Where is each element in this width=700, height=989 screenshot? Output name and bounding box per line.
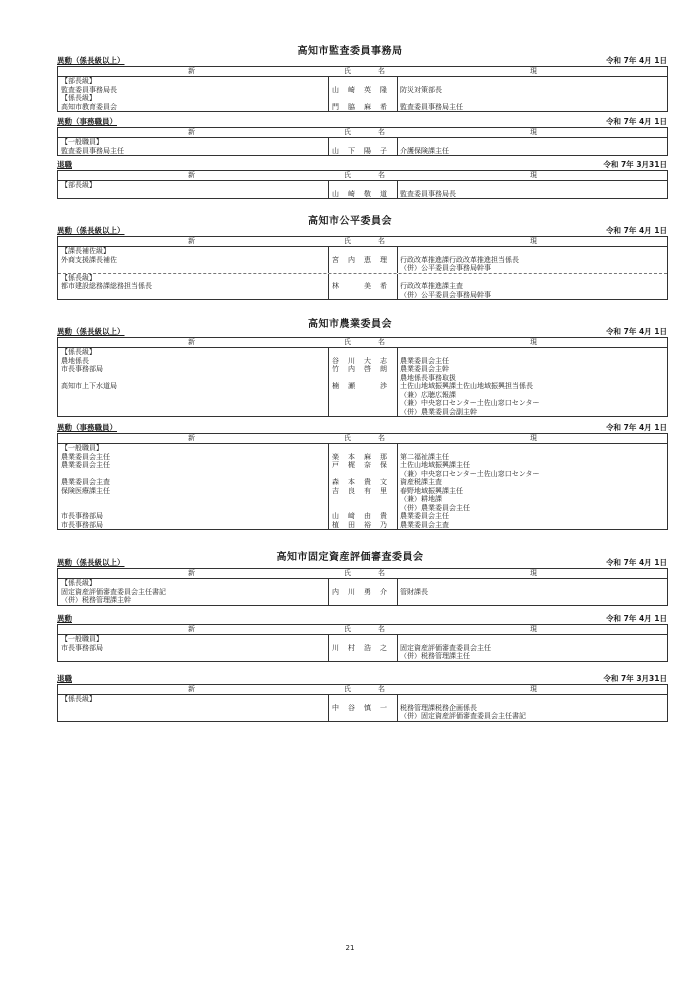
table-row xyxy=(58,635,667,661)
person-name: 山 崎 敬 道 xyxy=(328,181,398,198)
current-position: 管財課長 xyxy=(400,587,428,596)
table-row xyxy=(58,444,667,529)
table-asset-promotion xyxy=(57,558,668,606)
new-position: 【係長級】 固定資産評価審査委員会主任書記 （併）税務管理課主幹 xyxy=(61,579,166,604)
table-date: 令和 7年 4月 1日 xyxy=(606,423,667,432)
person-name: 中 谷 慎 一 xyxy=(328,695,398,721)
table-row xyxy=(58,579,667,605)
new-position: 【係長級】 xyxy=(61,695,96,703)
new-position: 【一般職員】 監査委員事務局主任 xyxy=(61,138,124,155)
table-label: 異動（係長級以上） xyxy=(57,56,125,65)
new-position: 【部長級】 監査委員事務局長 【係長級】 高知市教育委員会 xyxy=(61,77,117,111)
person-name: 内 川 勇 介 xyxy=(328,579,398,605)
table-date: 令和 7年 4月 1日 xyxy=(606,614,667,623)
table-row xyxy=(58,273,667,300)
header-new: 新 xyxy=(188,67,195,75)
new-position: 【一般職員】 農業委員会主任 農業委員会主任 農業委員会主査 保険医療課主任 市長事務部局 市長事務部局 xyxy=(61,444,110,529)
header-new: 新 xyxy=(188,625,195,633)
header-new: 新 xyxy=(188,434,195,442)
table-asset-retirement xyxy=(57,674,668,722)
section-title: 高知市固定資産評価審査委員会 xyxy=(276,552,424,563)
current-position: 第二福祉課主任 土佐山地域振興課主任 （兼）中央窓口センター土佐山窓口センター 資産税課主査 春野地域振興課主任 （兼）耕地課 （併）農業委員会主任 農業委員会主任 農業委員会主査 xyxy=(400,452,540,529)
table-audit-staff xyxy=(57,117,668,156)
person-name: 山 崎 英 隆 門 脇 麻 希 xyxy=(328,77,398,111)
header-current: 現 xyxy=(530,237,537,245)
table-label: 退職 xyxy=(57,160,72,169)
current-position: 税務管理課税務企画係長 （併）固定資産評価審査委員会主任書記 xyxy=(400,703,526,720)
header-name: 氏 名 xyxy=(344,338,395,346)
person-name: 楽 本 麻 那 戸 梶 奈 保 森 本 貴 文 吉 良 有 里 山 﨑 由 貴 植 田 裕 乃 xyxy=(328,444,398,529)
table-asset-staff xyxy=(57,614,668,662)
header-current: 現 xyxy=(530,434,537,442)
header-current: 現 xyxy=(530,685,537,693)
table-agri-promotion xyxy=(57,327,668,417)
person-name: 林 美 希 xyxy=(328,274,398,300)
table-label: 異動（係長級以上） xyxy=(57,226,125,235)
current-position: 農業委員会主任 農業委員会主幹 農地係長事務取扱 土佐山地域振興課土佐山地域振興担当係長 （兼）広聴広報課 （兼）中央窓口センター土佐山窓口センター （併）農業委員会副主幹 xyxy=(400,356,540,416)
table-label: 異動（事務職員） xyxy=(57,117,117,126)
header-new: 新 xyxy=(188,569,195,577)
section-title: 高知市監査委員事務局 xyxy=(297,46,403,57)
header-current: 現 xyxy=(530,338,537,346)
table-date: 令和 7年 4月 1日 xyxy=(606,56,667,65)
new-position: 【係長級】 都市建設総務課総務担当係長 xyxy=(61,273,152,290)
table-row xyxy=(58,348,667,416)
header-name: 氏 名 xyxy=(344,625,395,633)
table-row xyxy=(58,138,667,155)
header-current: 現 xyxy=(530,569,537,577)
table-agri-staff xyxy=(57,423,668,530)
table-row xyxy=(58,695,667,721)
table-label: 異動（係長級以上） xyxy=(57,327,125,336)
header-name: 氏 名 xyxy=(344,128,395,136)
table-row xyxy=(58,247,667,273)
current-position: 監査委員事務局長 xyxy=(400,189,456,198)
table-date: 令和 7年 3月31日 xyxy=(603,674,667,683)
header-new: 新 xyxy=(188,171,195,179)
table-row xyxy=(58,77,667,111)
table-audit-promotion xyxy=(57,56,668,112)
table-date: 令和 7年 4月 1日 xyxy=(606,226,667,235)
header-current: 現 xyxy=(530,625,537,633)
table-label: 異動（係長級以上） xyxy=(57,558,125,567)
current-position: 固定資産評価審査委員会主任 （併）税務管理課主任 xyxy=(400,643,491,660)
header-name: 氏 名 xyxy=(344,67,395,75)
header-new: 新 xyxy=(188,685,195,693)
new-position: 【一般職員】 市長事務部局 xyxy=(61,635,103,652)
header-current: 現 xyxy=(530,67,537,75)
header-new: 新 xyxy=(188,237,195,245)
table-date: 令和 7年 4月 1日 xyxy=(606,327,667,336)
section-title: 高知市公平委員会 xyxy=(308,216,392,227)
header-current: 現 xyxy=(530,171,537,179)
person-name: 山 下 陽 子 xyxy=(328,138,398,155)
current-position: 防災対策部長 監査委員事務局主任 xyxy=(400,85,463,111)
current-position: 行政改革推進課行政改革推進担当係長 （併）公平委員会事務局幹事 xyxy=(400,255,519,272)
table-date: 令和 7年 4月 1日 xyxy=(606,558,667,567)
table-label: 退職 xyxy=(57,674,72,683)
header-name: 氏 名 xyxy=(344,434,395,442)
section-title: 高知市農業委員会 xyxy=(308,319,392,330)
new-position: 【係長級】 農地係長 市長事務部局 高知市上下水道局 xyxy=(61,348,117,390)
header-new: 新 xyxy=(188,338,195,346)
table-label: 異動（事務職員） xyxy=(57,423,117,432)
current-position: 行政改革推進課主査 （併）公平委員会事務局幹事 xyxy=(400,282,491,299)
header-name: 氏 名 xyxy=(344,685,395,693)
person-name: 宮 内 恵 理 xyxy=(328,247,398,273)
new-position: 【課長補佐級】 外商支援課長補佐 xyxy=(61,247,117,264)
header-name: 氏 名 xyxy=(344,237,395,245)
header-current: 現 xyxy=(530,128,537,136)
table-audit-retirement xyxy=(57,160,668,199)
page-number: 21 xyxy=(345,944,355,952)
person-name: 川 村 浩 之 xyxy=(328,635,398,661)
header-name: 氏 名 xyxy=(344,569,395,577)
table-date: 令和 7年 3月31日 xyxy=(603,160,667,169)
person-name: 谷 川 大 志 竹 内 啓 朗 楠 瀬 渉 xyxy=(328,348,398,416)
header-new: 新 xyxy=(188,128,195,136)
table-date: 令和 7年 4月 1日 xyxy=(606,117,667,126)
header-name: 氏 名 xyxy=(344,171,395,179)
current-position: 介護保険課主任 xyxy=(400,146,449,155)
new-position: 【部長級】 xyxy=(61,181,96,189)
table-fairness-promotion xyxy=(57,226,668,300)
table-label: 異動 xyxy=(57,614,72,623)
table-row xyxy=(58,181,667,198)
